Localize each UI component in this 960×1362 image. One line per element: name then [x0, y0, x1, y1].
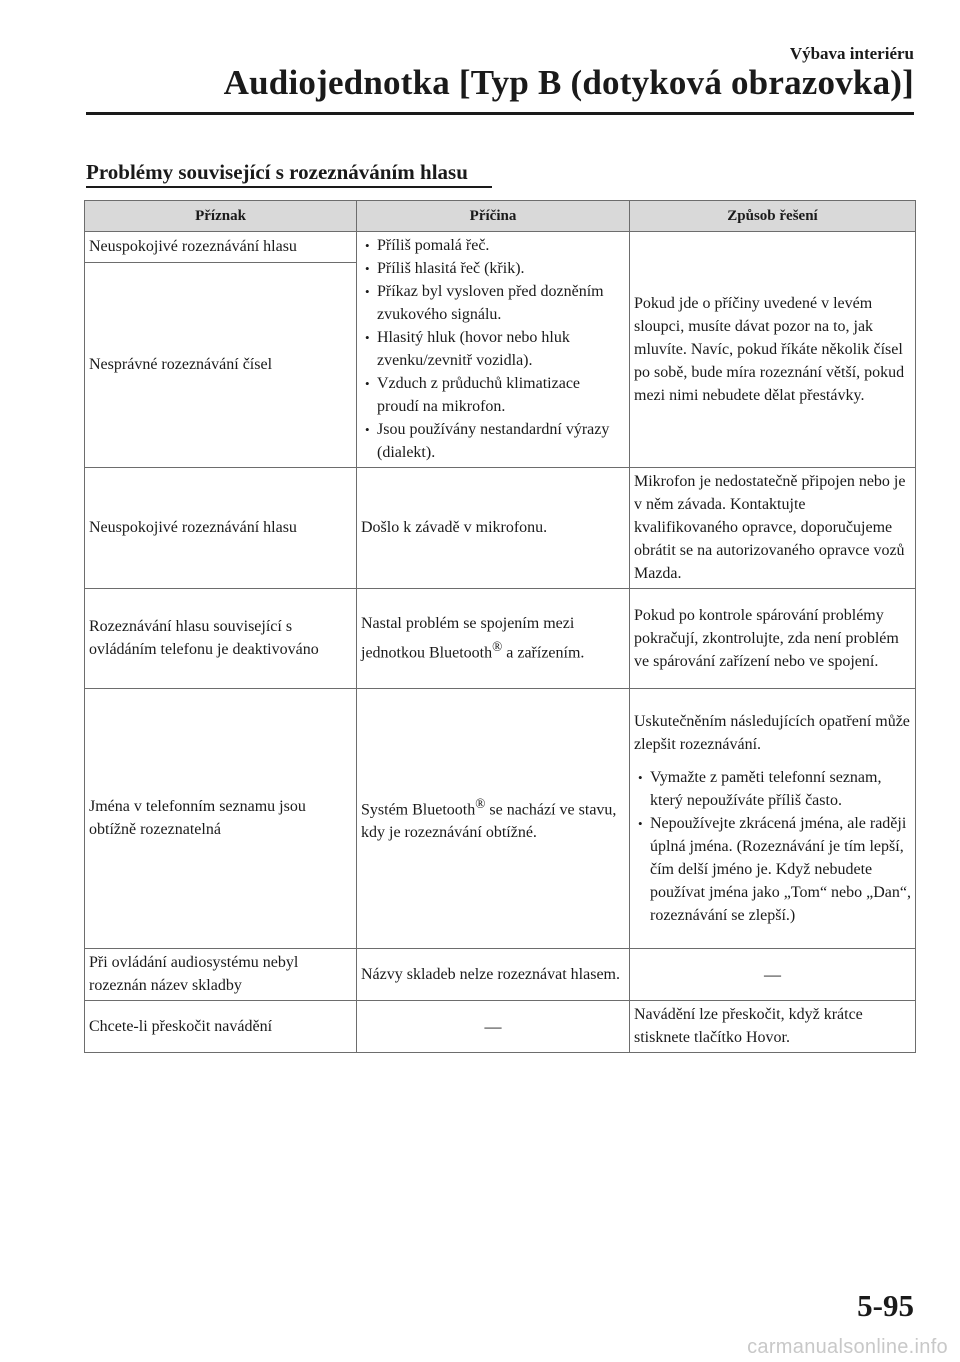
registered-mark: ® [475, 795, 486, 811]
solution-cell: — [630, 949, 916, 1001]
list-item: • Jsou používány nestandardní výrazy (dialekt). [361, 418, 625, 464]
solution-cell: Navádění lze přeskočit, když krátce stisknete tlačítko Hovor. [630, 1001, 916, 1053]
cause-cell: Názvy skladeb nelze rozeznávat hlasem. [357, 949, 630, 1001]
cause-text: Nastal problém se spojením mezi jednotkou Bluetooth [361, 614, 575, 662]
list-item: • Vymažte z paměti telefonní seznam, který nepoužíváte příliš často. [634, 766, 911, 812]
cause-cell: Došlo k závadě v mikrofonu. [357, 468, 630, 589]
symptom-cell: Při ovládání audiosystému nebyl rozeznán název skladby [85, 949, 357, 1001]
solution-list [634, 766, 911, 927]
watermark: carmanualsonline.info [747, 1336, 948, 1358]
header-cause: Příčina [357, 201, 630, 232]
cause-text: Systém Bluetooth [361, 801, 476, 819]
list-item: • Vzduch z průduchů klimatizace proudí na mikrofon. [361, 372, 625, 418]
solution-cell: Mikrofon je nedostatečně připojen nebo je v něm závada. Kontaktujte kvalifikovaného opravce, doporučujeme obrátit se na autorizovaného opravce vozů Mazda. [630, 468, 916, 589]
list-item: • Příliš hlasitá řeč (křik). [361, 257, 625, 280]
chapter-label: Výbava interiéru [789, 44, 914, 63]
table-header-row [85, 201, 916, 232]
table-row [85, 468, 916, 589]
symptom-cell: Nesprávné rozeznávání čísel [85, 263, 357, 468]
header-symptom: Příznak [85, 201, 357, 232]
list-item: • Příkaz byl vysloven před dozněním zvukového signálu. [361, 280, 625, 326]
page-title: Audiojednotka [Typ B (dotyková obrazovka)] [223, 63, 914, 102]
title-divider [86, 112, 914, 115]
solution-intro: Uskutečněním následujících opatření může zlepšit rozeznávání. [634, 712, 910, 753]
cause-cell [357, 689, 630, 949]
symptom-cell: Jména v telefonním seznamu jsou obtížně rozeznatelná [85, 689, 357, 949]
cause-cell: — [357, 1001, 630, 1053]
troubleshooting-table [84, 200, 916, 1053]
solution-cell [630, 689, 916, 949]
table-row [85, 589, 916, 689]
section-title: Problémy související s rozeznáváním hlasu [86, 160, 468, 184]
table-row [85, 232, 916, 263]
cause-text-end: se nachází ve stavu, kdy je rozeznávání obtížné. [361, 801, 617, 842]
registered-mark: ® [492, 638, 503, 654]
solution-cell: Pokud jde o příčiny uvedené v levém sloupci, musíte dávat pozor na to, jak mluvíte. Navíc, pokud říkáte několik čísel po sobě, bude míra rozeznání větší, pokud mezi nimi nebudete dělat přestávky. [630, 232, 916, 468]
symptom-cell: Rozeznávání hlasu související s ovládáním telefonu je deaktivováno [85, 589, 357, 689]
list-item: • Příliš pomalá řeč. [361, 234, 625, 257]
page-number: 5-95 [857, 1288, 914, 1323]
solution-cell: Pokud po kontrole spárování problémy pokračují, zkontrolujte, zda není problém ve spárování zařízení nebo ve spojení. [630, 589, 916, 689]
header-solution: Způsob řešení [630, 201, 916, 232]
symptom-cell: Chcete-li přeskočit navádění [85, 1001, 357, 1053]
section-underline [86, 186, 492, 188]
cause-list [361, 234, 625, 464]
list-item: • Hlasitý hluk (hovor nebo hluk zvenku/zevnitř vozidla). [361, 326, 625, 372]
table-row [85, 1001, 916, 1053]
cause-text-end: a zařízením. [502, 644, 585, 662]
table-row [85, 689, 916, 949]
table-row [85, 949, 916, 1001]
cause-cell [357, 589, 630, 689]
list-item: • Nepoužívejte zkrácená jména, ale raději úplná jména. (Rozeznávání je tím lepší, čím delší jméno je. Když nebudete používat jména jako „Tom“ nebo „Dan“, rozeznávání se zlepší.) [634, 812, 911, 927]
cause-cell [357, 232, 630, 468]
symptom-cell: Neuspokojivé rozeznávání hlasu [85, 232, 357, 263]
symptom-cell: Neuspokojivé rozeznávání hlasu [85, 468, 357, 589]
